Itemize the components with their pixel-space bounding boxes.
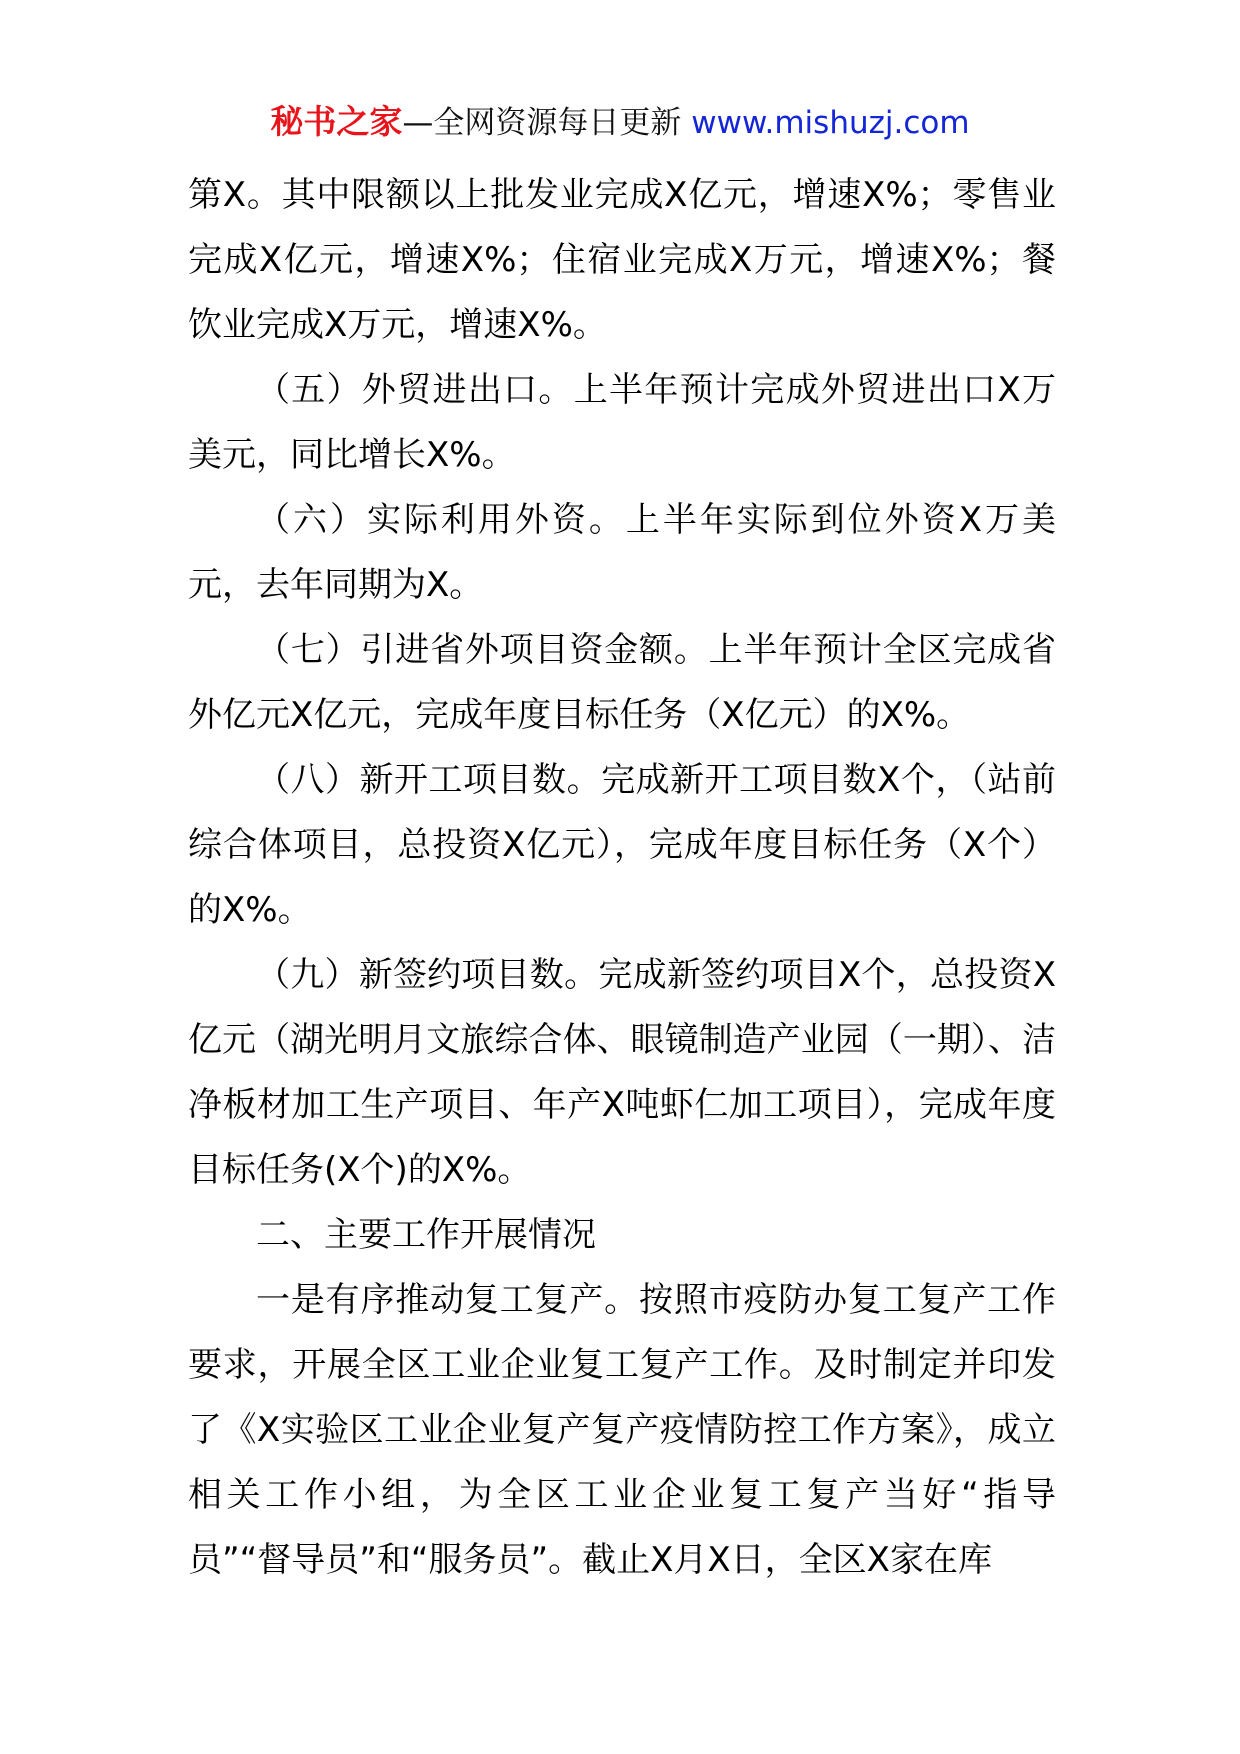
paragraph-new-projects-started: （八）新开工项目数。完成新开工项目数X个，（站前综合体项目，总投资X亿元），完成年度目标任务（X个）的X%。	[188, 760, 1056, 930]
site-url-link[interactable]: www.mishuzj.com	[691, 105, 970, 141]
paragraph-resume-production: 一是有序推动复工复产。按照市疫防办复工复产工作要求，开展全区工业企业复工复产工作。及时制定并印发了《X实验区工业企业复产复产疫情防控工作方案》，成立相关工作小组，为全区工业企业复工复产当好“指导员”“督导员”和“服务员”。截止X月X日，全区X家在库	[188, 1280, 1056, 1580]
paragraph-retail-stats: 第X。其中限额以上批发业完成X亿元，增速X%；零售业完成X亿元，增速X%；住宿业完成X万元，增速X%；餐饮业完成X万元，增速X%。	[188, 175, 1056, 345]
document-body	[188, 163, 1056, 1593]
document-header	[0, 100, 1240, 145]
paragraph-new-projects-signed: （九）新签约项目数。完成新签约项目X个，总投资X亿元（湖光明月文旅综合体、眼镜制造产业园（一期）、洁净板材加工生产项目、年产X吨虾仁加工项目），完成年度目标任务(X个)的X%。	[188, 955, 1056, 1190]
paragraph-outside-province-funds: （七）引进省外项目资金额。上半年预计全区完成省外亿元X亿元，完成年度目标任务（X亿元）的X%。	[188, 630, 1056, 735]
section-heading-main-work: 二、主要工作开展情况	[256, 1215, 596, 1255]
brand-name: 秘书之家	[270, 102, 403, 141]
paragraph-foreign-investment: （六）实际利用外资。上半年实际到位外资X万美元，去年同期为X。	[188, 500, 1056, 605]
paragraph-foreign-trade: （五）外贸进出口。上半年预计完成外贸进出口X万美元，同比增长X%。	[188, 370, 1056, 475]
header-tagline: —全网资源每日更新	[402, 105, 692, 141]
